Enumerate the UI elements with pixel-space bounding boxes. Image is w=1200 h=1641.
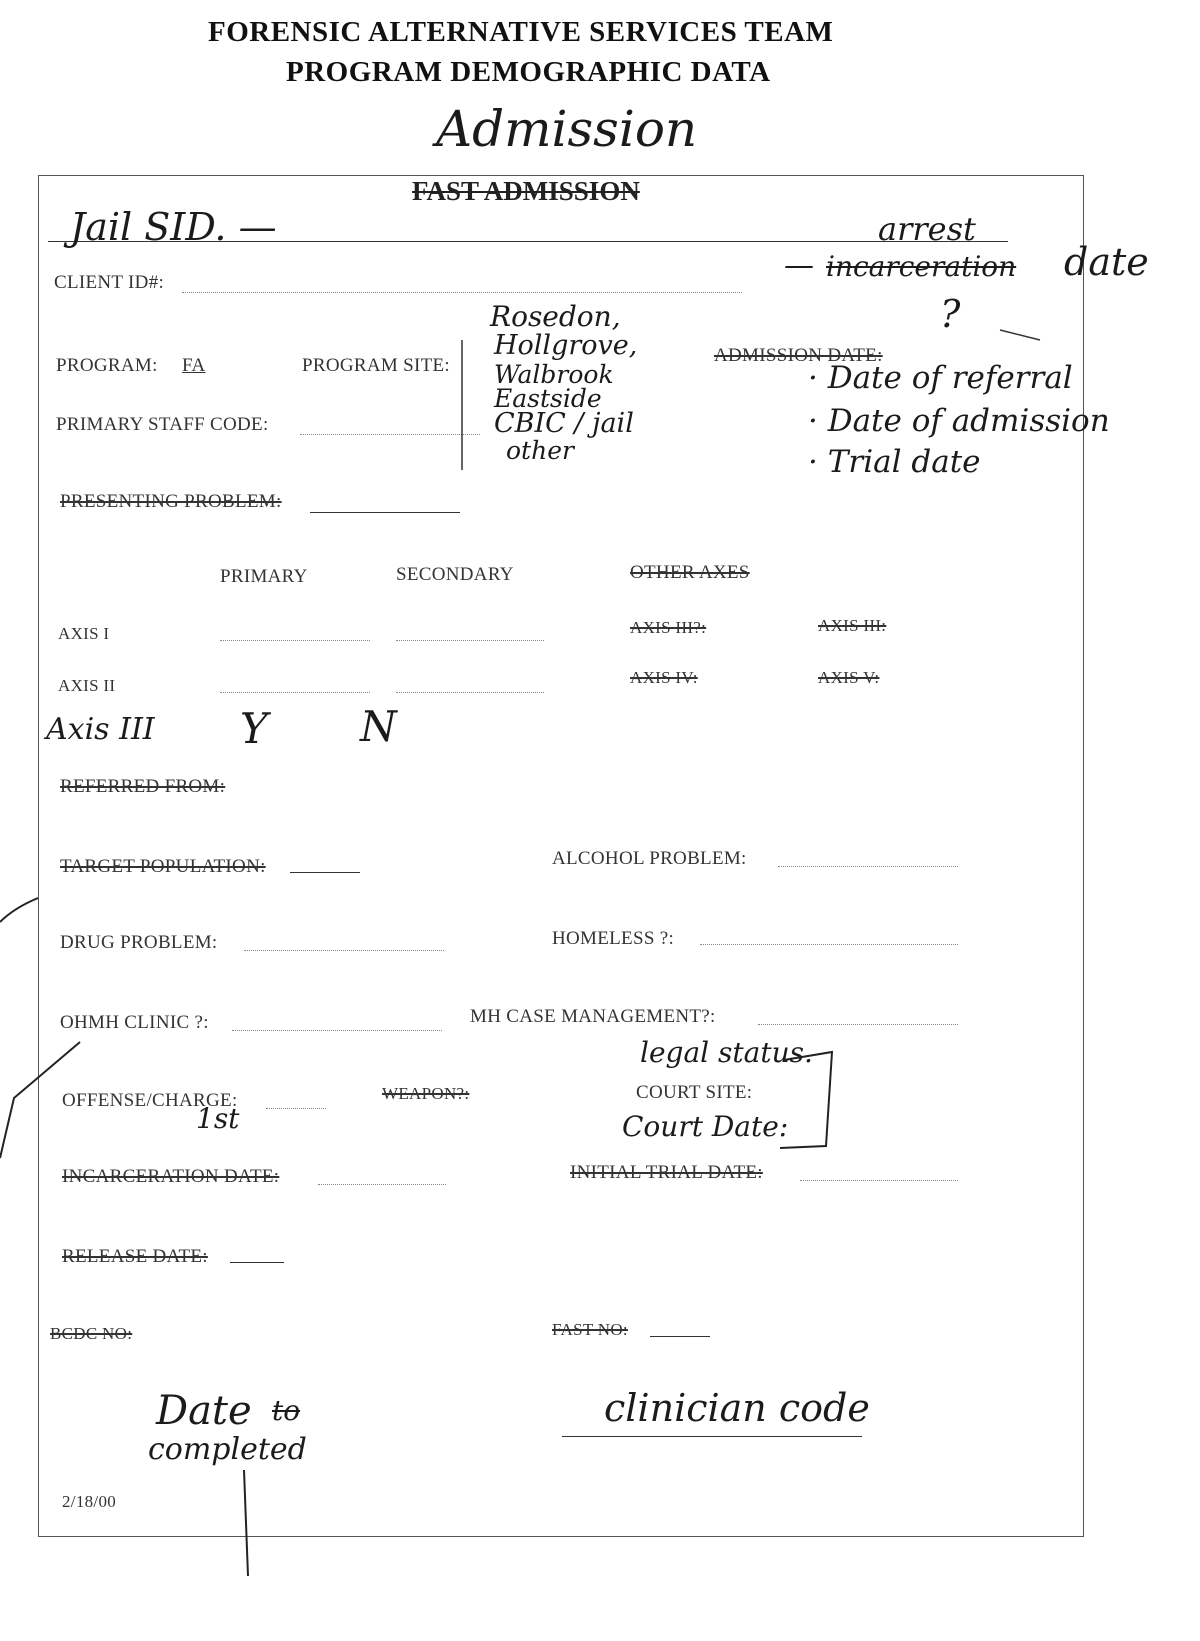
handwritten-heading: Admission [436, 100, 698, 158]
release-date-label: RELEASE DATE: [62, 1246, 208, 1267]
presenting-problem-label: PRESENTING PROBLEM: [60, 491, 282, 512]
fast-no-label: FAST NO: [552, 1320, 628, 1339]
form-revision-date: 2/18/00 [62, 1492, 117, 1511]
axis-iii-handwritten: Axis III [46, 712, 155, 747]
drug-problem-label: DRUG PROBLEM: [60, 932, 218, 953]
axis-iii-label: AXIS III: [818, 616, 887, 635]
target-population-label: TARGET POPULATION: [60, 856, 266, 877]
date-completed-note-1: Date [156, 1388, 252, 1434]
incarceration-crossed-note: incarceration [826, 250, 1017, 283]
axis-i-label: AXIS I [58, 624, 110, 643]
margin-mark-top [0, 898, 38, 922]
legal-status-note: legal status. [640, 1036, 813, 1069]
weapon-label: WEAPON?: [382, 1084, 470, 1103]
homeless-label: HOMELESS ?: [552, 928, 675, 949]
referred-from-label: REFERRED FROM: [60, 776, 226, 797]
clinician-code-note: clinician code [604, 1386, 870, 1430]
site-option-4: Eastside [494, 384, 602, 413]
box-title: FAST ADMISSION [412, 176, 640, 206]
dash-mark: — [784, 248, 814, 283]
arrest-note: arrest [878, 210, 976, 248]
primary-header: PRIMARY [220, 566, 308, 587]
site-option-1: Rosedon, [490, 300, 621, 333]
admission-date-label: ADMISSION DATE: [714, 345, 883, 366]
program-value: FA [182, 355, 206, 376]
site-option-6: other [506, 436, 574, 465]
date-option-3: · Trial date [808, 444, 981, 480]
date-option-1: · Date of referral [808, 360, 1073, 396]
axis-iii-q-label: AXIS III?: [630, 618, 707, 637]
secondary-header: SECONDARY [396, 564, 514, 585]
court-date-note: Court Date: [622, 1110, 789, 1143]
date-completed-crossed: to [272, 1394, 301, 1427]
mh-case-management-label: MH CASE MANAGEMENT?: [470, 1006, 716, 1027]
initial-trial-date-label: INITIAL TRIAL DATE: [570, 1162, 763, 1183]
primary-staff-code-label: PRIMARY STAFF CODE: [56, 414, 269, 435]
axis-v-label: AXIS V: [818, 668, 880, 687]
jail-sid-note: Jail SID. — [70, 205, 277, 249]
alcohol-problem-label: ALCOHOL PROBLEM: [552, 848, 747, 869]
form-title: FORENSIC ALTERNATIVE SERVICES TEAM [208, 16, 834, 48]
date-completed-note-2: completed [148, 1432, 307, 1467]
incarceration-date-label: INCARCERATION DATE: [62, 1166, 280, 1187]
ohmh-clinic-label: OHMH CLINIC ?: [60, 1012, 209, 1033]
offense-note: 1st [196, 1102, 240, 1135]
axis-ii-label: AXIS II [58, 676, 116, 695]
axis-iii-y: Y [240, 704, 268, 753]
form-subtitle: PROGRAM DEMOGRAPHIC DATA [286, 56, 771, 88]
axis-iv-label: AXIS IV: [630, 668, 698, 687]
axis-iii-n: N [360, 702, 397, 751]
court-bracket [780, 1052, 832, 1148]
date-word-note: date [1064, 240, 1149, 284]
question-mark-note: ? [940, 292, 961, 336]
program-label: PROGRAM: [56, 355, 158, 376]
question-squiggle [1000, 330, 1040, 340]
other-axes-header: OTHER AXES [630, 562, 750, 583]
date-option-2: · Date of admission [808, 403, 1110, 439]
site-option-3: Walbrook [494, 360, 614, 389]
site-option-5: CBIC / jail [494, 408, 634, 439]
program-site-label: PROGRAM SITE: [302, 355, 451, 376]
bcdc-no-label: BCDC NO: [50, 1324, 133, 1343]
site-option-2: Hollgrove, [494, 330, 638, 361]
date-completed-tick [244, 1470, 248, 1576]
offense-charge-label: OFFENSE/CHARGE: [62, 1090, 238, 1111]
client-id-label: CLIENT ID#: [54, 272, 165, 293]
margin-mark-bottom [0, 1042, 80, 1158]
court-site-label: COURT SITE: [636, 1082, 753, 1103]
